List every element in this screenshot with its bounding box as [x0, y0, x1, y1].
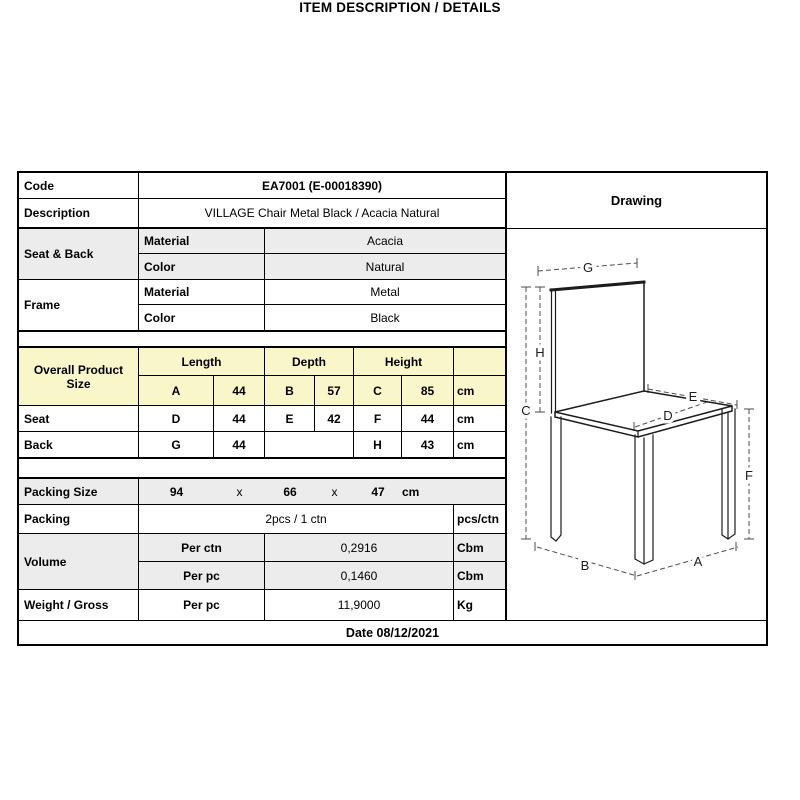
color-label: Color [139, 254, 265, 279]
packing-size-values [139, 479, 505, 504]
date-row [19, 620, 766, 644]
volume-label: Volume [19, 534, 139, 589]
seat-height-key: F [354, 406, 402, 431]
volume-per-ctn-unit: Cbm [457, 540, 484, 555]
material-label: Material [139, 229, 265, 253]
seat-depth-key: E [265, 406, 315, 431]
dim-label-e: E [688, 389, 698, 404]
back-depth-empty-cell [265, 432, 354, 457]
dim-label-a: A [693, 554, 703, 569]
drawing-area [507, 229, 766, 619]
packing-size-v2: 66 [283, 484, 297, 499]
packing-label: Packing [19, 505, 139, 533]
volume-per-pc-unit: Cbm [457, 568, 484, 583]
dim-label-c: C [521, 403, 531, 418]
seat-top [555, 391, 732, 431]
dim-line-a [637, 547, 738, 576]
seat-label: Seat [19, 406, 139, 431]
seat-back-material-value: Acacia [366, 234, 404, 248]
frame-material-row [139, 280, 505, 305]
drawing-block [505, 173, 766, 620]
code-row [19, 173, 505, 199]
description-row [19, 199, 505, 229]
overall-length-key: A [139, 376, 214, 405]
overall-depth-value: 57 [315, 376, 354, 405]
overall-size-group [19, 348, 505, 405]
overall-length-value: 44 [214, 376, 265, 405]
seat-back-group [19, 229, 505, 279]
seat-unit: cm [457, 411, 475, 426]
packing-size-unit: cm [402, 484, 420, 499]
size-header-row [139, 348, 505, 376]
frame-group [19, 280, 505, 330]
back-length-key: G [139, 432, 214, 457]
dim-label-g: G [582, 260, 594, 275]
code-label: Code [19, 173, 139, 198]
dim-label-f: F [745, 468, 753, 483]
seat-thickness [555, 406, 732, 437]
frame-label: Frame [19, 280, 139, 330]
material-label-2: Material [139, 280, 265, 304]
volume-per-ctn-value: 0,2916 [265, 534, 454, 561]
packing-size-x1: x [236, 484, 243, 499]
overall-size-row [139, 376, 505, 405]
dim-label-h: H [535, 345, 545, 360]
packing-value: 2pcs / 1 ctn [139, 505, 454, 533]
spacer-row-1 [19, 332, 505, 348]
seat-back-color-value: Natural [365, 259, 405, 274]
drawing-header: Drawing [507, 173, 766, 229]
volume-group [19, 534, 505, 589]
overall-size-label-line1: Overall Product [33, 362, 124, 377]
seat-back-color-row [139, 254, 505, 279]
color-label-2: Color [139, 305, 265, 330]
seat-size-row [19, 406, 505, 432]
weight-value: 11,9000 [265, 590, 454, 620]
dim-label-d: D [663, 408, 673, 423]
frame-color-row [139, 305, 505, 330]
depth-header: Depth [265, 348, 354, 375]
overall-height-value: 85 [402, 376, 454, 405]
back-label: Back [19, 432, 139, 457]
packing-size-v1: 94 [169, 484, 184, 499]
volume-per-pc-value: 0,1460 [265, 562, 454, 589]
weight-label: Weight / Gross [19, 590, 139, 620]
frame-material-value: Metal [370, 285, 400, 299]
packing-unit: pcs/ctn [457, 512, 500, 526]
chair-drawing [507, 229, 766, 619]
volume-per-pc-label: Per pc [139, 562, 265, 589]
seat-back-material-row [139, 229, 505, 254]
description-label: Description [19, 199, 139, 227]
overall-height-key: C [354, 376, 402, 405]
packing-row [19, 505, 505, 534]
back-height-value: 43 [402, 432, 454, 457]
volume-per-pc-row [139, 562, 505, 589]
seat-depth-value: 42 [315, 406, 354, 431]
date-value: Date 08/12/2021 [345, 625, 440, 640]
weight-unit: Kg [457, 598, 473, 612]
seat-length-key: D [139, 406, 214, 431]
page-title: ITEM DESCRIPTION / DETAILS [299, 0, 501, 15]
volume-per-ctn-row [139, 534, 505, 562]
seat-back-label: Seat & Back [19, 229, 139, 279]
overall-depth-key: B [265, 376, 315, 405]
weight-per-pc-label: Per pc [139, 590, 265, 620]
size-header-unit-cell [454, 348, 505, 375]
description-value: VILLAGE Chair Metal Black / Acacia Natural [204, 206, 440, 220]
backrest-top-edge [551, 282, 644, 290]
back-unit: cm [457, 437, 475, 452]
overall-size-label [19, 348, 139, 405]
back-size-row [19, 432, 505, 459]
frame-color-value: Black [370, 310, 400, 325]
volume-per-ctn-label: Per ctn [139, 534, 265, 561]
height-header: Height [354, 348, 454, 375]
packing-size-x2: x [331, 484, 338, 499]
overall-unit: cm [457, 383, 475, 398]
packing-size-v3: 47 [371, 484, 385, 499]
packing-size-row [19, 479, 505, 505]
code-value: EA7001 (E-00018390) [261, 178, 383, 193]
length-header: Length [139, 348, 265, 375]
overall-size-label-line2: Size [66, 376, 91, 391]
spec-table [17, 171, 768, 646]
seat-length-value: 44 [214, 406, 265, 431]
weight-row [19, 590, 505, 620]
dim-label-b: B [580, 558, 590, 573]
spacer-row-2 [19, 459, 505, 479]
spec-table-left [19, 173, 505, 620]
packing-size-label: Packing Size [19, 479, 139, 504]
back-length-value: 44 [214, 432, 265, 457]
seat-height-value: 44 [402, 406, 454, 431]
leg-back-left [551, 417, 561, 541]
back-height-key: H [354, 432, 402, 457]
